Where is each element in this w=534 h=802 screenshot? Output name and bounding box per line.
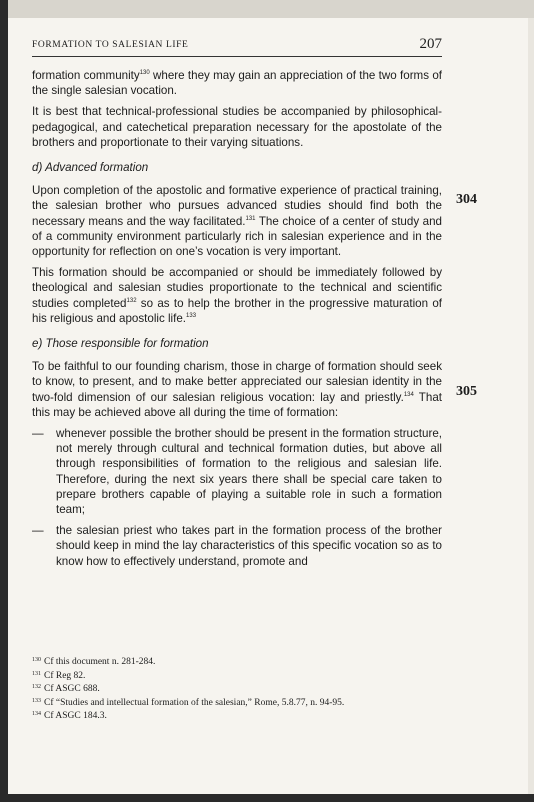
margin-number-305: 305 [456,384,477,399]
footnotes [32,655,442,723]
footnote-ref: 130 [139,70,150,76]
footnote-number: 132 [32,684,41,690]
footnote-number: 134 [32,711,41,717]
dash: — [32,427,44,441]
footnote-ref: 132 [126,297,137,304]
text: This formation should be accompanied or should be immediately followed by theological and salesian studies proportionate to the technical and scientific studies completed [32,266,442,310]
text: That this may be achieved above all during the time of formation: [32,390,442,419]
list-item [32,426,442,517]
footnote-text: Cf Reg 82. [44,670,86,681]
paragraph [32,68,442,98]
text: the salesian priest who takes part in the formation process of the brother should keep in mind the lay characteristics of this specific vocation so as to know how to effectively understand, promote and [56,524,442,568]
text: so as to help the brother in the progressive maturation of his religious and apostolic life. [32,296,443,325]
footnote [32,709,442,723]
section-heading-e: e) Those responsible for formation [32,337,209,351]
scan-bottom-shadow [0,794,534,802]
running-head: FORMATION TO SALESIAN LIFE [32,40,189,50]
footnote-number: 133 [32,697,41,704]
text: where they may gain an appreciation of the two forms of the single salesian vocation. [32,69,442,98]
footnote-text: Cf this document n. 281-284. [44,657,156,667]
footnote-ref: 133 [186,312,197,319]
body-text [32,68,442,575]
footnote [32,696,442,710]
page-number: 207 [419,36,442,52]
scan-left-shadow [0,0,8,802]
text: whenever possible the brother should be present in the formation structure, not merely through cultural and technical formation duties, but above all through responsibilities of formation to the religious and salesian life. Therefore, during the next six years there shall be special care taken to prepare brothers capable of playing a suitable role in such a formation team; [56,427,442,517]
footnote [32,669,442,683]
footnote [32,682,442,696]
margin-number-304: 304 [456,192,477,207]
footnote-text: Cf “Studies and intellectual formation of the salesian,” Rome, 5.8.77, n. 94-95. [44,697,345,708]
text: The choice of a center of study and of a community environment particularly rich in salesian experience and in the opportunity for reflection on one’s vocation is very important. [32,214,442,259]
footnote-text: Cf ASGC 184.3. [44,711,107,721]
text: Upon completion of the apostolic and formative experience of practical training, the salesian brother who pursues advanced studies should find both the necessary means and the way facilitated. [32,184,442,228]
section-heading-d: d) Advanced formation [32,161,149,175]
page-header [32,38,442,57]
paragraph [32,265,442,326]
text: To be faithful to our founding charism, those in charge of formation should seek to know, to present, and to make better appreciated our salesian identity in the two-fold dimension of our salesian religious vocation: lay and priestly. [32,360,442,404]
footnote-ref: 134 [403,391,414,398]
dash: — [32,524,44,538]
footnote-text: Cf ASGC 688. [44,684,100,694]
footnote-number: 131 [32,670,41,677]
scan-top-margin [0,0,534,18]
footnote-number: 130 [32,657,41,663]
paragraph: It is best that technical-professional studies be accompanied by philosophical-pedagogical, and catechetical preparation necessary for the apostolate of the brothers and proportionate to their varying situations. [32,105,442,149]
list-item [32,523,442,569]
paragraph [32,359,442,420]
paragraph [32,183,442,259]
footnote-ref: 131 [245,215,256,222]
text: formation community [32,69,140,82]
footnote [32,655,442,669]
